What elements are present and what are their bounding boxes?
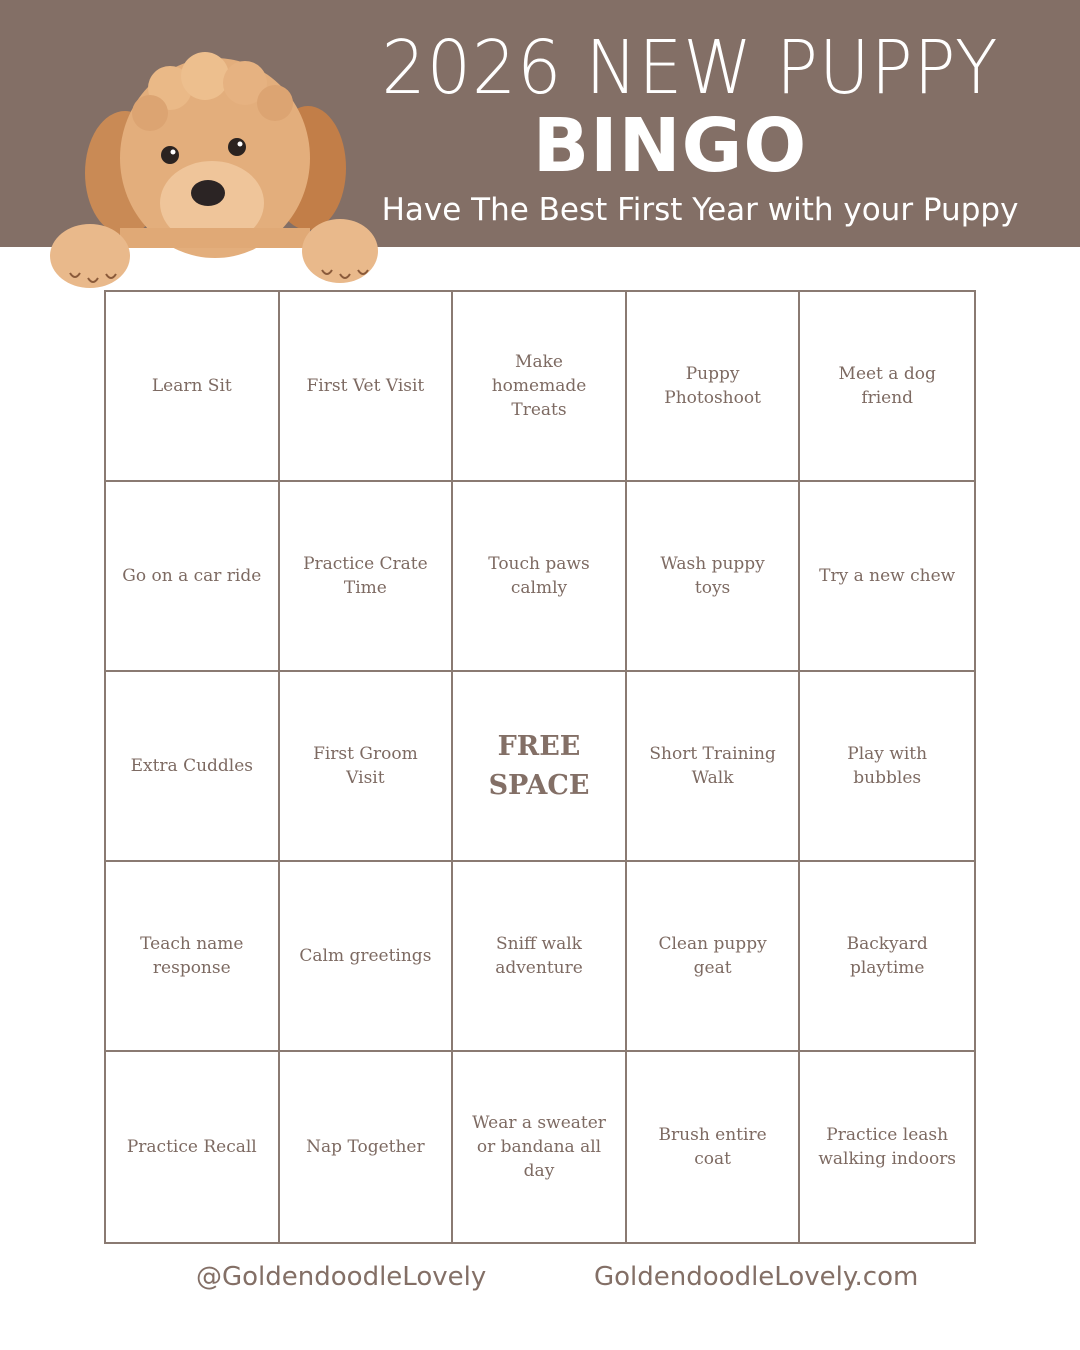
bingo-cell[interactable]: Nap Together <box>280 1052 454 1242</box>
bingo-cell[interactable]: Extra Cuddles <box>106 672 280 862</box>
bingo-cell[interactable]: Practice Crate Time <box>280 482 454 672</box>
title-year-line: 2026 NEW PUPPY <box>381 25 999 111</box>
website-link[interactable]: GoldendoodleLovely.com <box>594 1262 919 1292</box>
bingo-cell[interactable]: Backyard playtime <box>800 862 974 1052</box>
bingo-grid <box>104 290 976 1244</box>
bingo-cell[interactable]: Puppy Photoshoot <box>627 292 801 482</box>
bingo-cell[interactable]: Practice leash walking indoors <box>818 1125 957 1169</box>
bingo-cell[interactable]: Short Training Walk <box>627 672 801 862</box>
bingo-cell[interactable]: Play with bubbles <box>800 672 974 862</box>
puppy-image <box>40 48 390 293</box>
bingo-cell[interactable]: Try a new chew <box>800 482 974 672</box>
bingo-cell[interactable]: Clean puppy geat <box>627 862 801 1052</box>
bingo-cell[interactable]: Practice Recall <box>106 1052 280 1242</box>
bingo-cell[interactable]: First Vet Visit <box>280 292 454 482</box>
bingo-cell[interactable]: Go on a car ride <box>106 482 280 672</box>
bingo-cell[interactable]: Calm greetings <box>280 862 454 1052</box>
bingo-cell[interactable]: Learn Sit <box>106 292 280 482</box>
free-space-cell[interactable]: FREE SPACE <box>453 672 627 862</box>
bingo-cell[interactable]: Brush entire coat <box>627 1052 801 1242</box>
social-handle: @GoldendoodleLovely <box>196 1262 487 1292</box>
bingo-cell[interactable]: Wear a sweater or bandana all day <box>453 1052 627 1242</box>
bingo-cell[interactable]: Touch paws calmly <box>453 482 627 672</box>
bingo-cell[interactable]: Make homemade Treats <box>453 292 627 482</box>
subtitle: Have The Best First Year with your Puppy <box>381 192 1019 228</box>
bingo-cell[interactable]: Meet a dog friend <box>800 292 974 482</box>
bingo-cell[interactable]: Wash puppy toys <box>627 482 801 672</box>
bingo-cell[interactable]: First Groom Visit <box>280 672 454 862</box>
title-bingo: BINGO <box>532 103 808 189</box>
bingo-cell[interactable]: Sniff walk adventure <box>453 862 627 1052</box>
bingo-cell[interactable]: Teach name response <box>106 862 280 1052</box>
